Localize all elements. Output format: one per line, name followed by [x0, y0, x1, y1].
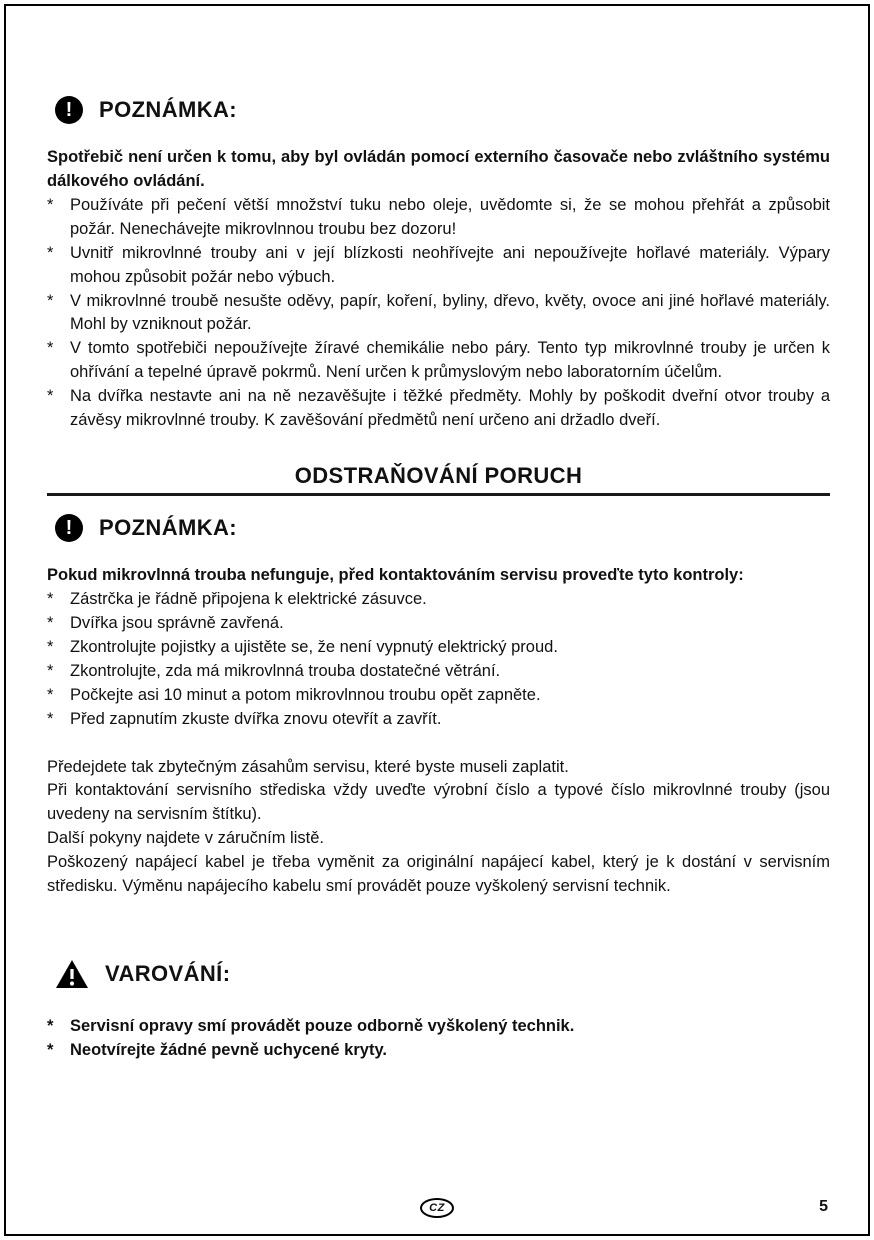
bullet-marker: *	[47, 339, 54, 358]
service-paragraphs	[47, 756, 830, 900]
list-item: * Před zapnutím zkuste dvířka znovu otevřít a zavřít.	[47, 708, 830, 732]
bullet-marker: *	[47, 661, 54, 680]
warning-header	[55, 959, 830, 989]
list-item: * Používáte při pečení větší množství tuku nebo oleje, uvědomte si, že se mohou přehřát a způsobit požár. Nenechávejte mikrovlnnou troubu bez dozoru!	[47, 194, 830, 242]
list-item: * Na dvířka nestavte ani na ně nezavěšujte i těžké předměty. Mohly by poškodit dveřní otvor trouby a závěsy mikrovlnné trouby. K zavěšování předmětů není určeno ani držadlo dveří.	[47, 385, 830, 433]
paragraph: Další pokyny najdete v záručním listě.	[47, 829, 324, 848]
bullet-marker: *	[47, 637, 54, 656]
bullet-marker: *	[47, 387, 54, 406]
warning-triangle-icon	[55, 959, 89, 989]
bullet-marker: *	[47, 613, 54, 632]
bullet-marker: *	[47, 243, 54, 262]
paragraph: Při kontaktování servisního střediska vždy uveďte výrobní číslo a typové číslo mikrovlnné trouby (jsou uvedeny na servisním štítku).	[47, 781, 830, 824]
list-item: * Zkontrolujte pojistky a ujistěte se, že není vypnutý elektrický proud.	[47, 636, 830, 660]
exclamation-circle-icon: !	[55, 96, 83, 124]
note1-title: POZNÁMKA:	[99, 97, 238, 122]
list-item: * Počkejte asi 10 minut a potom mikrovlnnou troubu opět zapněte.	[47, 684, 830, 708]
list-item: * V mikrovlnné troubě nesušte oděvy, papír, koření, byliny, dřevo, květy, ovoce ani jiné hořlavé materiály. Mohl by vzniknout požár.	[47, 290, 830, 338]
note2-intro: Pokud mikrovlnná trouba nefunguje, před kontaktováním servisu proveďte tyto kontroly:	[47, 566, 744, 585]
page-title: ODSTRAŇOVÁNÍ PORUCH	[294, 463, 583, 489]
heading-rule	[47, 493, 830, 496]
country-code-badge: CZ	[420, 1198, 454, 1218]
bullet-marker: *	[47, 685, 54, 704]
warning-title: VAROVÁNÍ:	[105, 961, 231, 987]
bullet-marker: *	[47, 195, 54, 214]
list-item: * Zkontrolujte, zda má mikrovlnná trouba dostatečné větrání.	[47, 660, 830, 684]
bullet-marker: *	[47, 291, 54, 310]
note1-intro: Spotřebič není určen k tomu, aby byl ovládán pomocí externího časovače nebo zvláštního systému dálkového ovládání.	[47, 148, 830, 190]
list-item: * Dvířka jsou správně zavřená.	[47, 612, 830, 636]
note1-list	[47, 194, 830, 433]
paragraph: Předejdete tak zbytečným zásahům servisu, které byste museli zaplatit.	[47, 757, 569, 776]
warning-section	[47, 959, 830, 1063]
troubleshooting-heading-block	[47, 463, 830, 496]
paragraph: Poškozený napájecí kabel je třeba vyměnit za originální napájecí kabel, který je k dostání v servisním středisku. Výměnu napájecího kabelu smí provádět pouze vyškolený servisní technik.	[47, 853, 830, 896]
note2-list	[47, 588, 830, 732]
list-item: * V tomto spotřebiči nepoužívejte žíravé chemikálie nebo páry. Tento typ mikrovlnné trouby je určen k ohřívání a tepelné úpravě pokrmů. Není určen k průmyslovým nebo laboratorním účelům.	[47, 337, 830, 385]
page-number: 5	[819, 1198, 828, 1215]
note-section-1	[47, 96, 830, 433]
bullet-marker: *	[47, 1017, 54, 1036]
list-item: * Servisní opravy smí provádět pouze odborně vyškolený technik.	[47, 1015, 830, 1039]
warning-list	[47, 1015, 830, 1063]
bullet-marker: *	[47, 1040, 54, 1059]
list-item: * Neotvírejte žádné pevně uchycené kryty.	[47, 1039, 830, 1063]
bullet-marker: *	[47, 589, 54, 608]
list-item: * Zástrčka je řádně připojena k elektrické zásuvce.	[47, 588, 830, 612]
note2-header	[55, 514, 830, 542]
note2-title: POZNÁMKA:	[99, 515, 238, 541]
bullet-marker: *	[47, 709, 54, 728]
list-item: * Uvnitř mikrovlnné trouby ani v její blízkosti neohřívejte ani nepoužívejte hořlavé materiály. Výpary mohou způsobit požár nebo výbuch.	[47, 242, 830, 290]
note1-header	[55, 96, 830, 124]
exclamation-circle-icon: !	[55, 514, 83, 542]
note-section-2	[47, 514, 830, 899]
